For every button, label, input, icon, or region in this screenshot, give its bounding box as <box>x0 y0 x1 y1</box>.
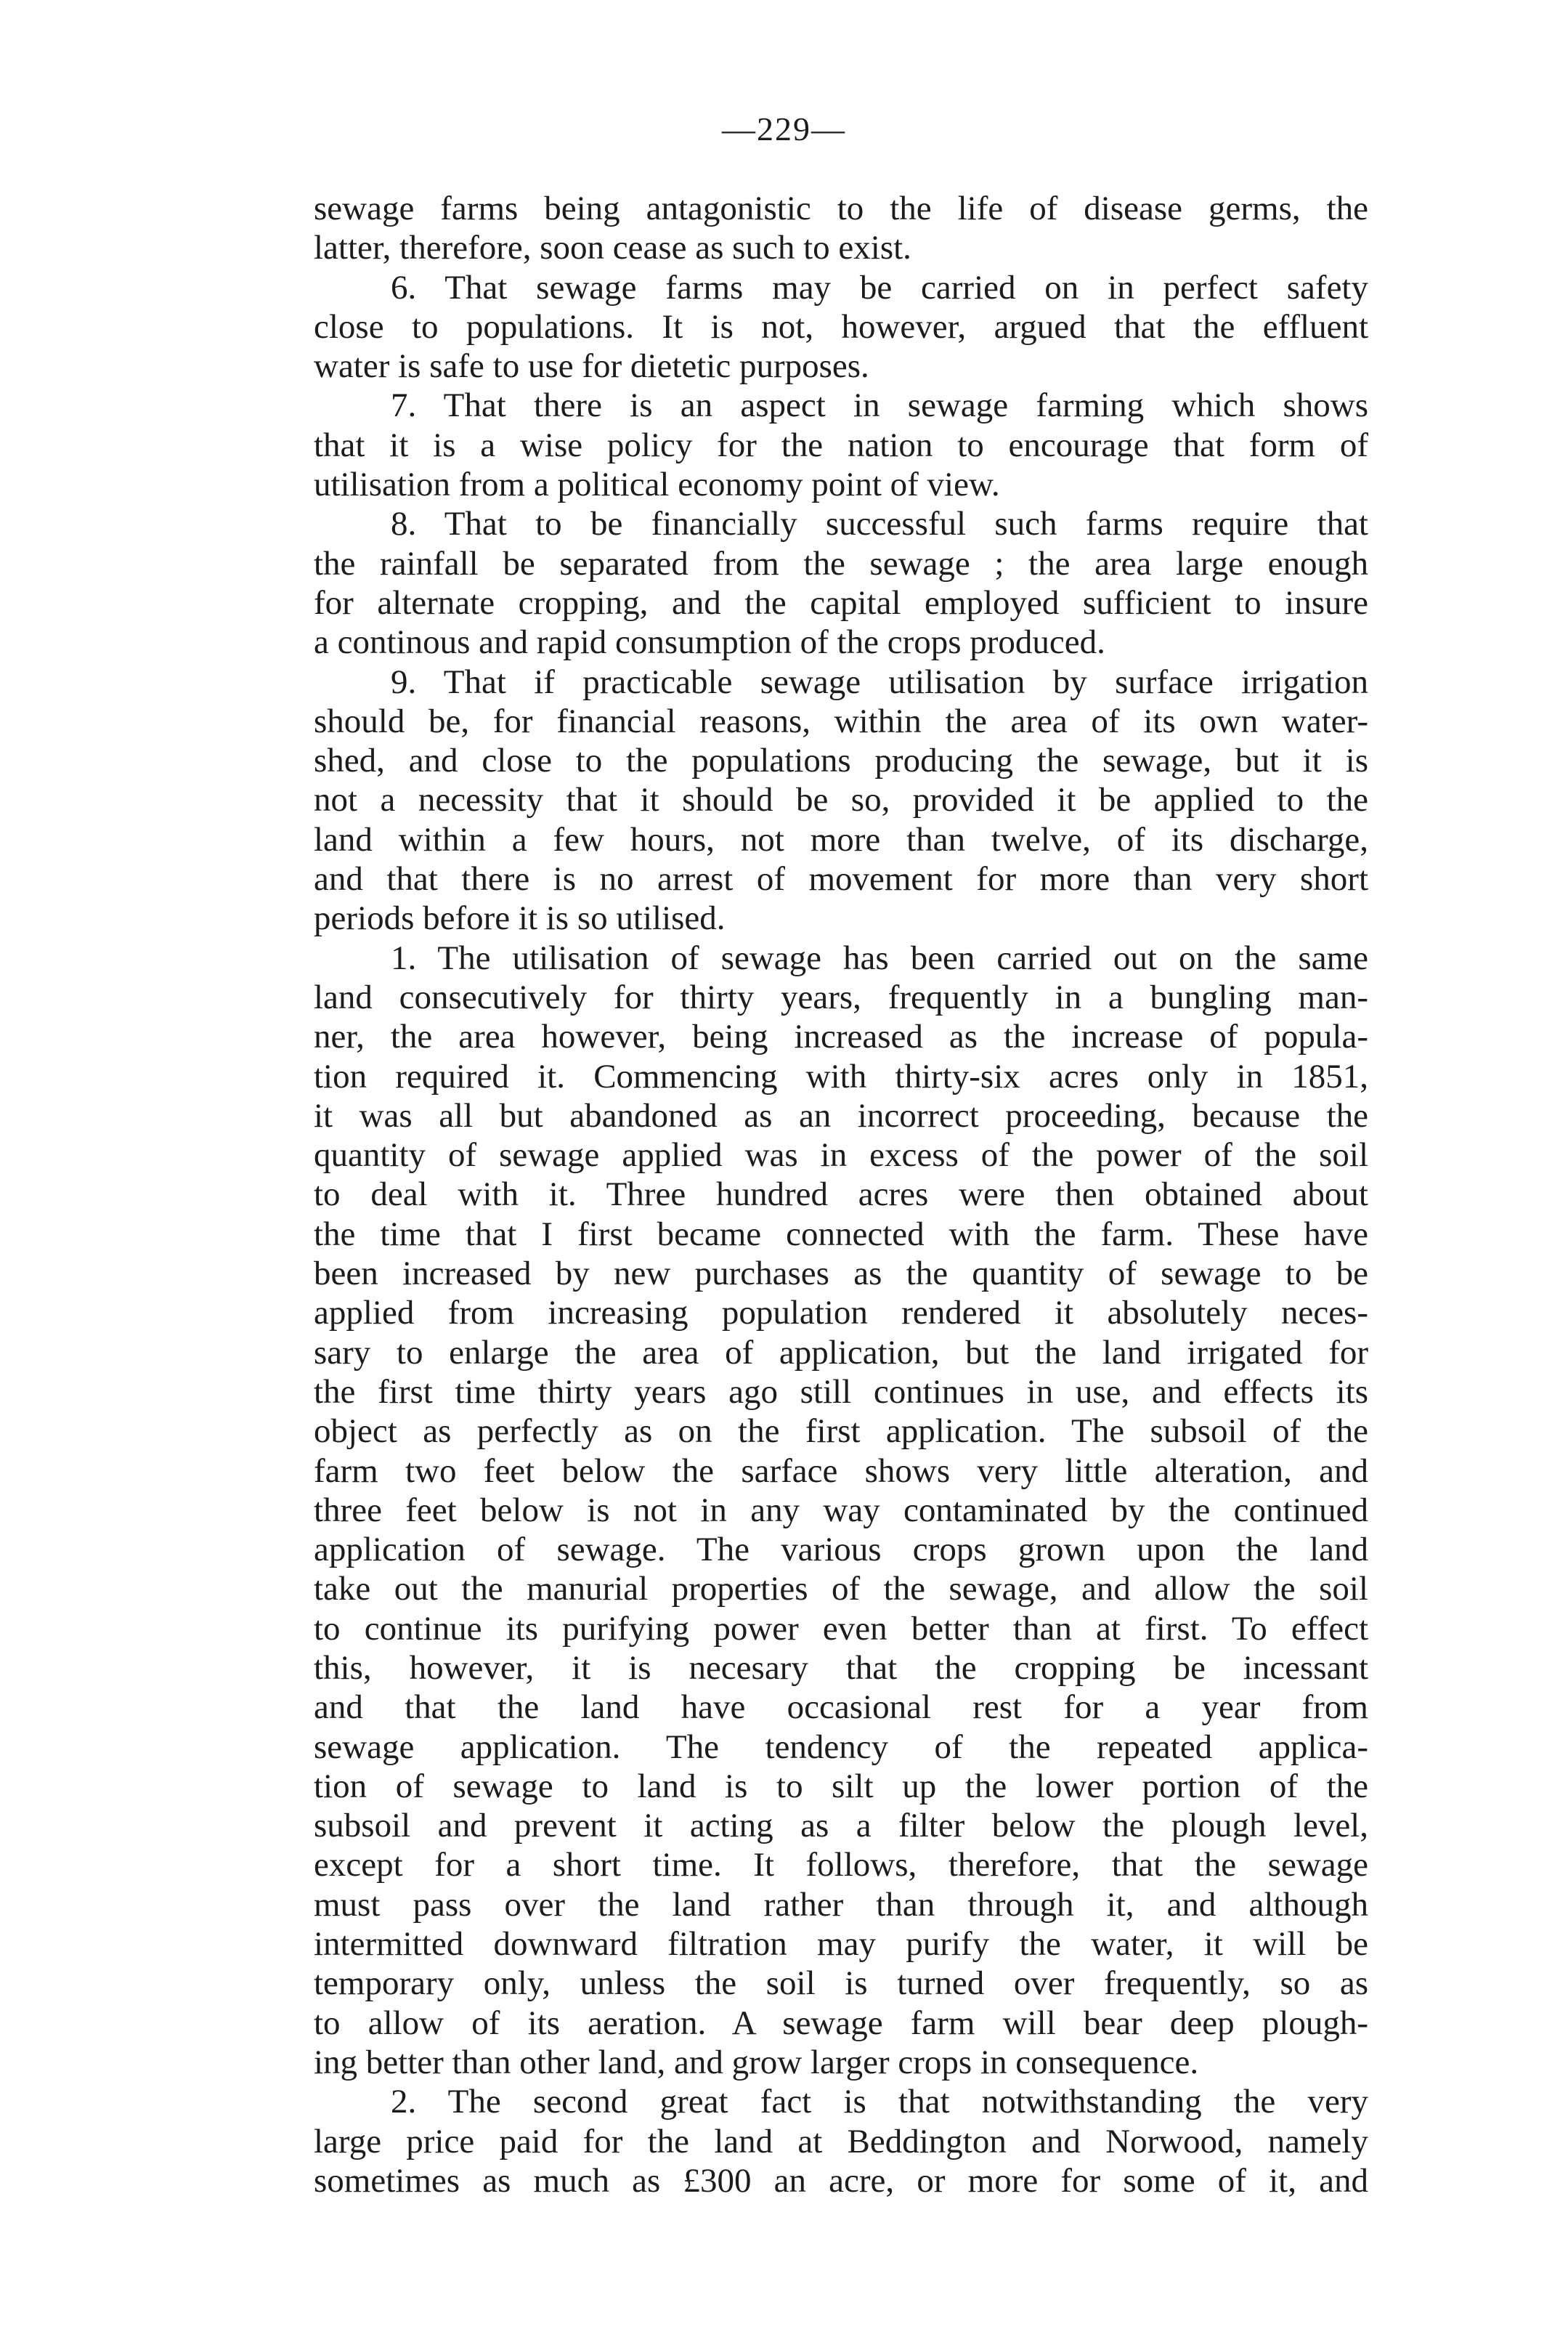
text-line: water is safe to use for dietetic purposes. <box>314 347 869 386</box>
text-line: been increased by new purchases as the quantity of sewage to be <box>314 1255 1368 1293</box>
text-line: the rainfall be separated from the sewage ; the area large enough <box>314 544 1368 583</box>
text-line: should be, for financial reasons, within the area of its own water- <box>314 702 1368 740</box>
text-line: ner, the area however, being increased as the increase of popula- <box>314 1018 1368 1056</box>
text-line: temporary only, unless the soil is turned over frequently, so as <box>314 1964 1368 2003</box>
text-line: to deal with it. Three hundred acres were then obtained about <box>314 1175 1368 1214</box>
text-line: three feet below is not in any way contaminated by the continued <box>314 1491 1368 1529</box>
text-line: farm two feet below the sarface shows very little alteration, and <box>314 1451 1368 1490</box>
text-line: periods before it is so utilised. <box>314 899 726 938</box>
text-line: 8. That to be financially successful such farms require that <box>391 505 1368 543</box>
body-text <box>314 189 1368 2200</box>
text-line: 9. That if practicable sewage utilisation by surface irrigation <box>391 663 1368 701</box>
text-line: the first time thirty years ago still continues in use, and effects its <box>314 1372 1368 1411</box>
text-line: application of sewage. The various crops grown upon the land <box>314 1531 1368 1569</box>
text-line: must pass over the land rather than through it, and although <box>314 1885 1368 1924</box>
text-line: shed, and close to the populations producing the sewage, but it is <box>314 742 1368 780</box>
text-line: intermitted downward filtration may purify the water, it will be <box>314 1925 1368 1964</box>
text-line: large price paid for the land at Beddington and Norwood, namely <box>314 2122 1368 2160</box>
text-line: take out the manurial properties of the sewage, and allow the soil <box>314 1570 1368 1608</box>
text-line: it was all but abandoned as an incorrect proceeding, because the <box>314 1096 1368 1135</box>
text-line: the time that I first became connected with the farm. These have <box>314 1215 1368 1253</box>
text-line: not a necessity that it should be so, provided it be applied to the <box>314 781 1368 819</box>
text-line: ing better than other land, and grow larger crops in consequence. <box>314 2043 1199 2081</box>
text-line: and that there is no arrest of movement for more than very short <box>314 860 1368 899</box>
text-line: utilisation from a political economy point of view. <box>314 466 1000 504</box>
text-line: 6. That sewage farms may be carried on in perfect safety <box>391 268 1368 307</box>
text-line: to continue its purifying power even better than at first. To effect <box>314 1609 1368 1648</box>
text-line: sewage farms being antagonistic to the life of disease germs, the <box>314 190 1368 227</box>
text-line: latter, therefore, soon cease as such to exist. <box>314 229 911 267</box>
text-line: subsoil and prevent it acting as a filter below the plough level, <box>314 1807 1368 1845</box>
text-line: 2. The second great fact is that notwithstanding the very <box>391 2083 1368 2121</box>
text-line: close to populations. It is not, however, argued that the effluent <box>314 307 1368 346</box>
text-line: applied from increasing population rendered it absolutely neces- <box>314 1294 1368 1332</box>
text-line: that it is a wise policy for the nation to encourage that form of <box>314 426 1368 464</box>
text-line: tion of sewage to land is to silt up the lower portion of the <box>314 1767 1368 1805</box>
text-line: sewage application. The tendency of the repeated applica- <box>314 1727 1368 1766</box>
text-line: sary to enlarge the area of application, but the land irrigated for <box>314 1333 1368 1372</box>
text-line: tion required it. Commencing with thirty-six acres only in 1851, <box>314 1057 1368 1095</box>
text-line: land within a few hours, not more than twelve, of its discharge, <box>314 820 1368 859</box>
text-line: sometimes as much as £300 an acre, or more for some of it, and <box>314 2161 1368 2200</box>
text-line: for alternate cropping, and the capital employed sufficient to insure <box>314 583 1368 622</box>
text-line: land consecutively for thirty years, frequently in a bungling man- <box>314 978 1368 1016</box>
page-number: —229— <box>722 110 846 147</box>
text-line: and that the land have occasional rest for a year from <box>314 1688 1368 1727</box>
text-line: a continous and rapid consumption of the crops produced. <box>314 623 1105 662</box>
text-line: 1. The utilisation of sewage has been carried out on the same <box>391 939 1368 977</box>
text-line: to allow of its aeration. A sewage farm will bear deep plough- <box>314 2004 1368 2042</box>
text-line: except for a short time. It follows, therefore, that the sewage <box>314 1846 1368 1884</box>
text-line: quantity of sewage applied was in excess of the power of the soil <box>314 1136 1368 1175</box>
text-line: this, however, it is necesary that the cropping be incessant <box>314 1648 1368 1687</box>
text-line: object as perfectly as on the first application. The subsoil of the <box>314 1412 1368 1451</box>
text-line: 7. That there is an aspect in sewage farming which shows <box>391 386 1368 425</box>
